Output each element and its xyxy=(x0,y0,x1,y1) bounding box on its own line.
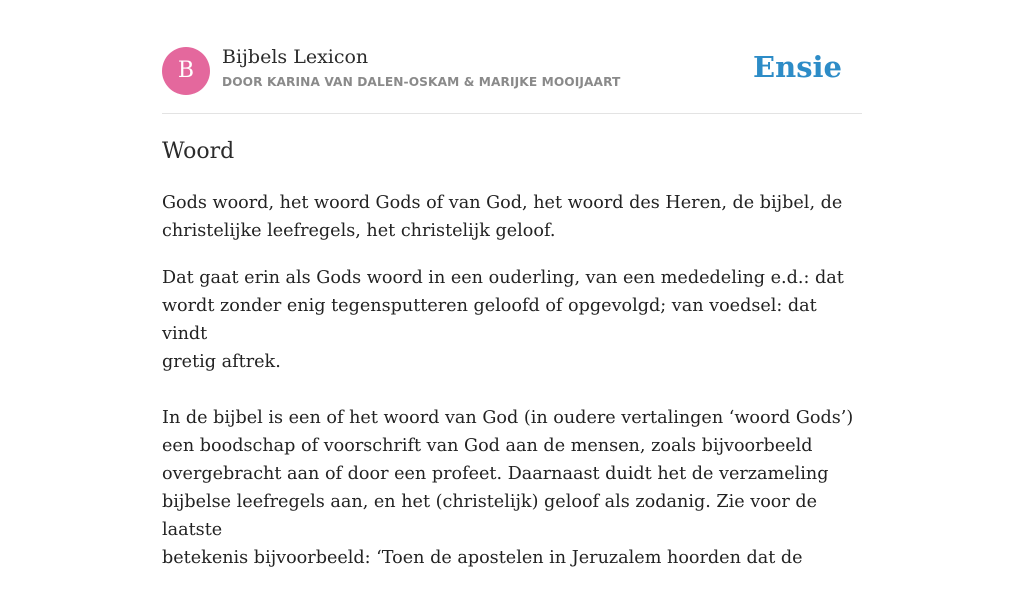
lexicon-header xyxy=(162,46,862,96)
ensie-logo-link[interactable]: Ensie xyxy=(753,50,842,84)
lexicon-authors: DOOR KARINA VAN DALEN-OSKAM & MARIJKE MOOIJAART xyxy=(222,75,621,89)
lexicon-avatar[interactable]: B xyxy=(162,47,210,95)
lexicon-title[interactable]: Bijbels Lexicon xyxy=(222,46,369,68)
entry-article xyxy=(162,136,862,591)
entry-title: Woord xyxy=(162,139,235,164)
entry-paragraph-definition: Gods woord, het woord Gods of van God, het woord des Heren, de bijbel, de christelijke leefregels, het christelijk geloof. xyxy=(162,193,843,241)
header-divider xyxy=(162,113,862,114)
entry-paragraph-explanation: Dat gaat erin als Gods woord in een ouderling, van een mededeling e.d.: dat wordt zonder enig tegensputteren geloofd of opgevolgd; van voedsel: dat vindt gretig aftrek. In de bijbel is een of het woord van God (in oudere vertalingen ‘woord Gods’) een boodschap of voorschrift van God aan de mensen, zoals bijvoorbeeld overgebracht aan of door een profeet. Daarnaast duidt het de verzameling bijbelse leefregels aan, en het (christelijk) geloof als zodanig. Zie voor de laatste betekenis bijvoorbeeld: ‘Toen de apostelen in Jeruzalem hoorden dat de xyxy=(162,268,854,568)
